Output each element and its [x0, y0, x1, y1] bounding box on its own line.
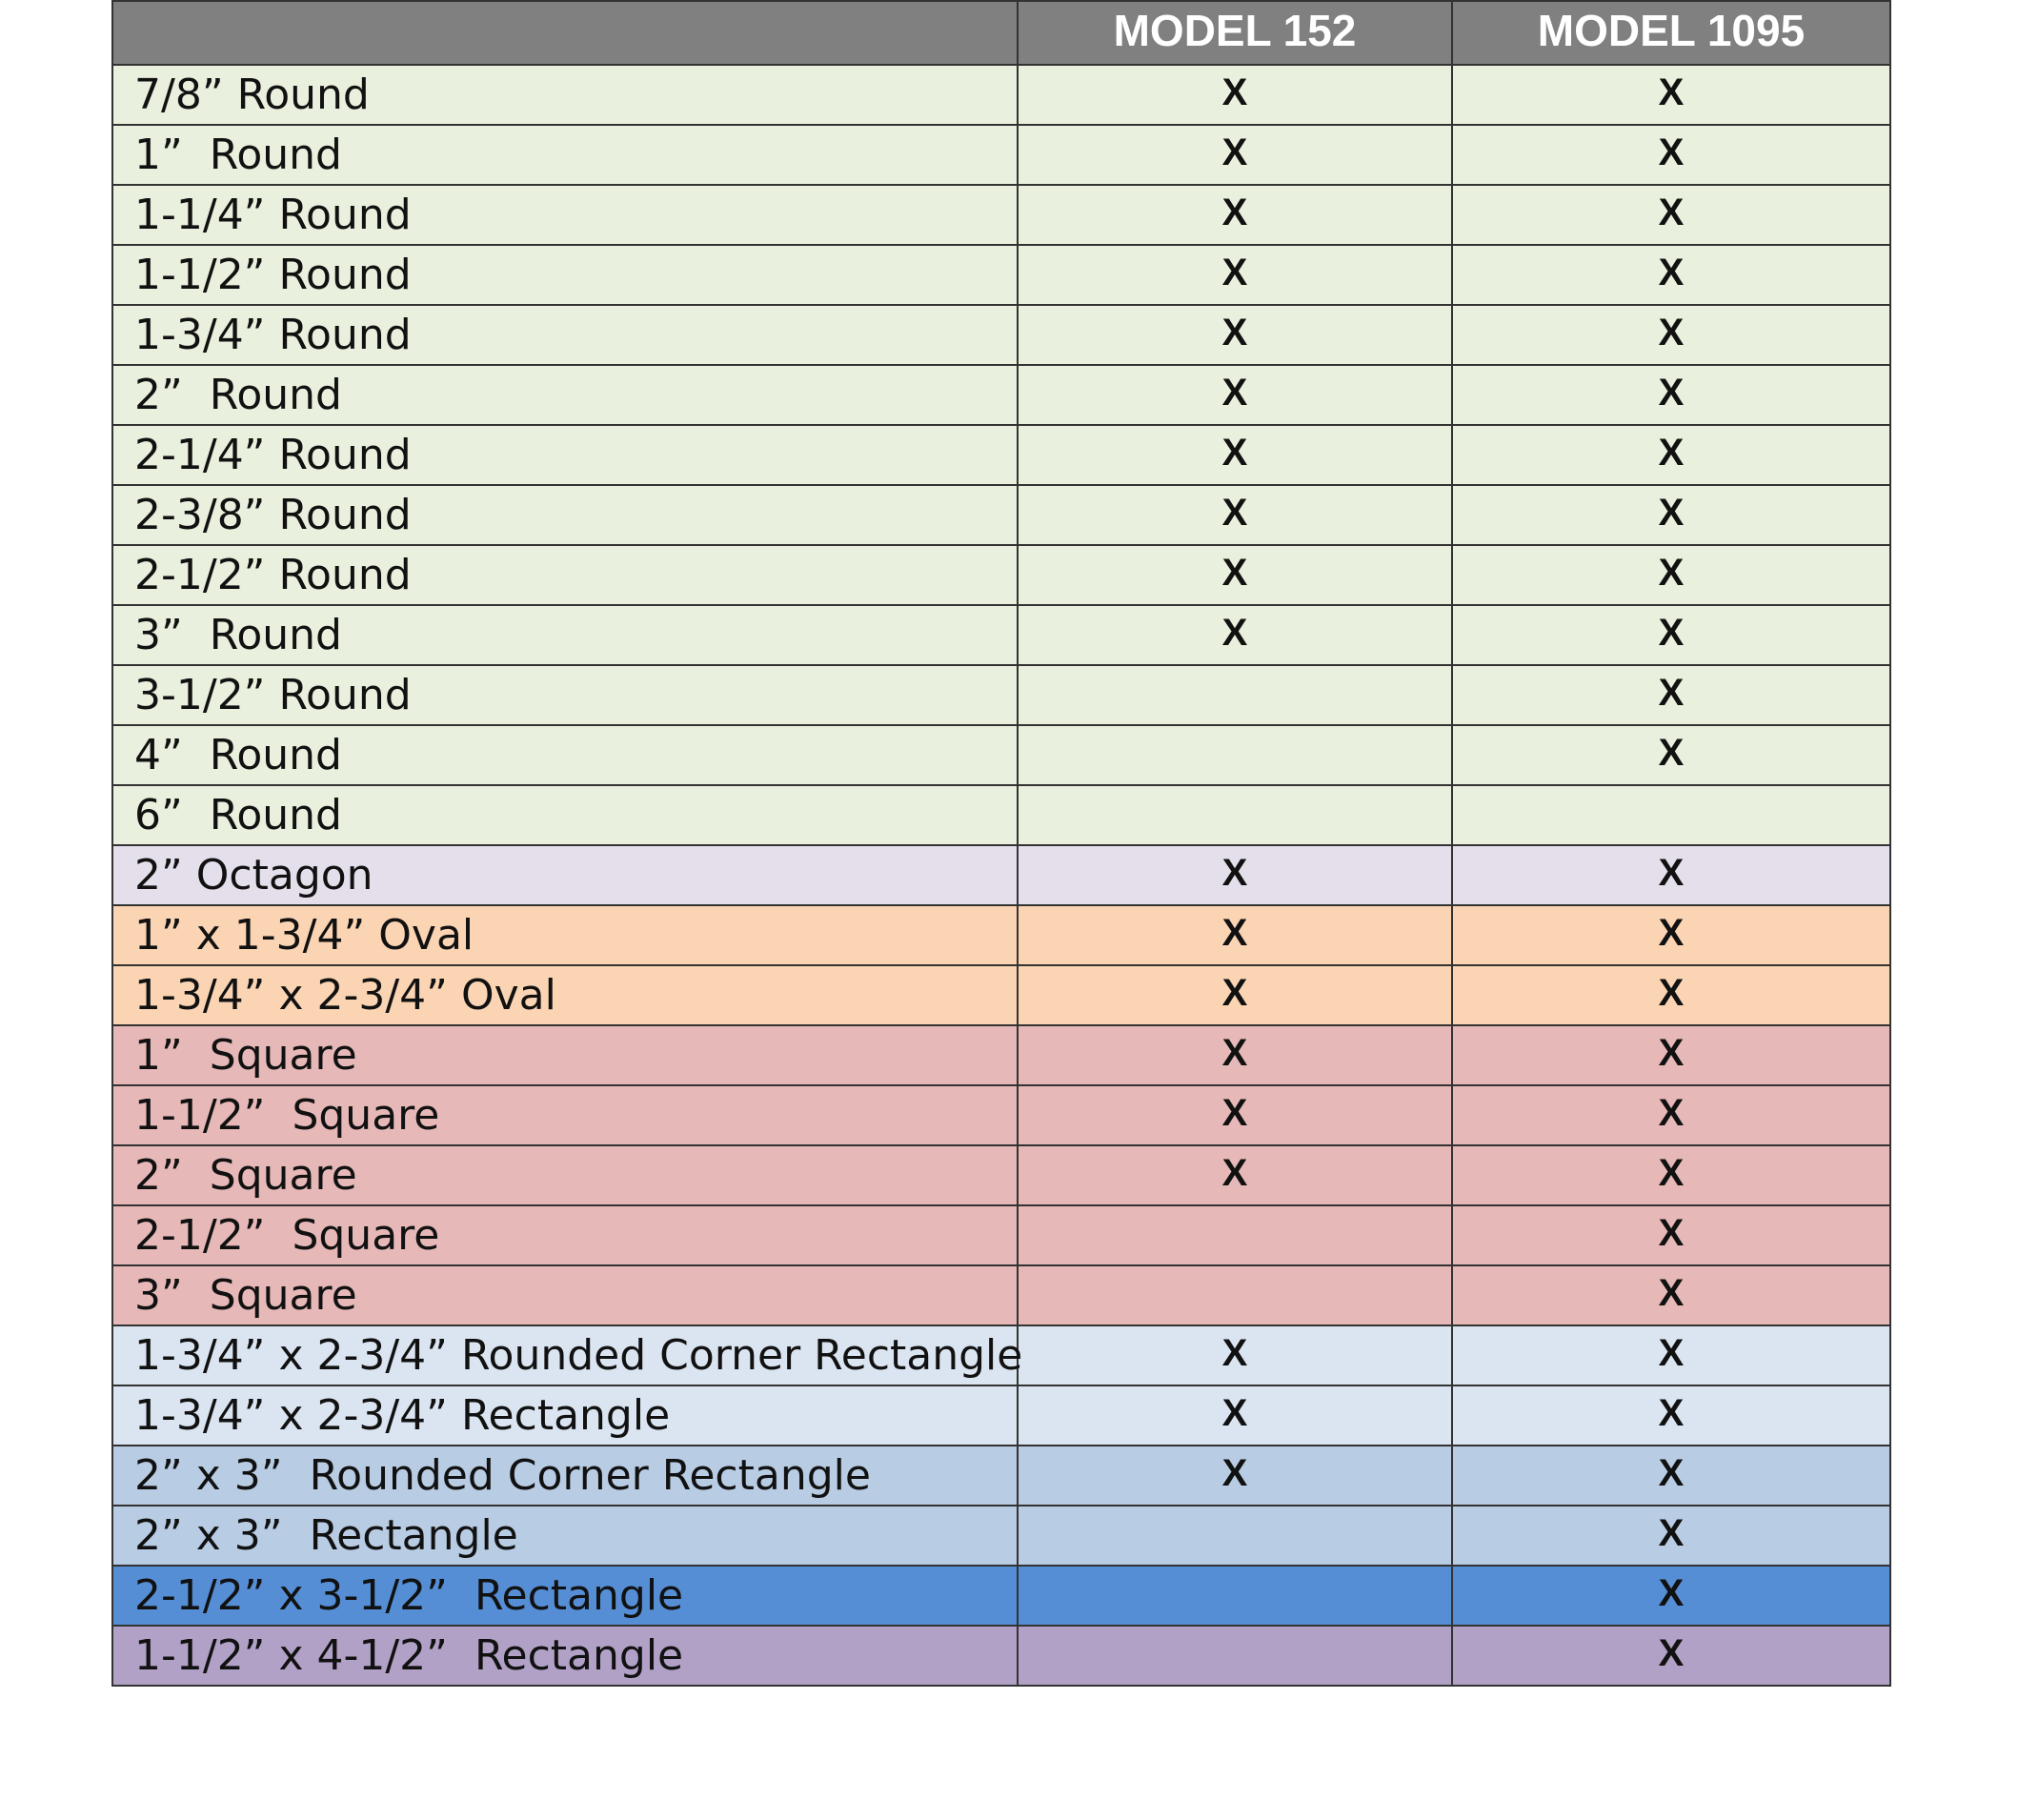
model-1095-mark: X [1452, 965, 1890, 1025]
model-1095-mark: X [1452, 1085, 1890, 1145]
model-1095-mark: X [1452, 485, 1890, 545]
model-152-mark [1018, 1626, 1452, 1686]
model-152-mark: X [1018, 1385, 1452, 1446]
shape-label: 7/8” Round [112, 65, 1018, 125]
shape-label: 4” Round [112, 725, 1018, 785]
model-1095-mark: X [1452, 425, 1890, 485]
model-152-mark [1018, 1205, 1452, 1265]
shape-label: 6” Round [112, 785, 1018, 845]
shape-label: 2” x 3” Rounded Corner Rectangle [112, 1446, 1018, 1506]
shape-label: 1-3/4” Round [112, 305, 1018, 365]
table-row [112, 125, 1890, 185]
model-1095-mark: X [1452, 1626, 1890, 1686]
model-152-mark [1018, 1265, 1452, 1325]
shape-label: 1” Round [112, 125, 1018, 185]
shape-label: 1-3/4” x 2-3/4” Rounded Corner Rectangle [112, 1325, 1018, 1385]
shape-label: 2-1/2” Square [112, 1205, 1018, 1265]
shape-label: 2-3/8” Round [112, 485, 1018, 545]
table-row [112, 665, 1890, 725]
shape-label: 2” Square [112, 1145, 1018, 1205]
model-1095-mark: X [1452, 905, 1890, 965]
model-152-mark: X [1018, 845, 1452, 905]
shape-label: 3” Round [112, 605, 1018, 665]
model-152-mark: X [1018, 1145, 1452, 1205]
shape-label: 1-1/2” Round [112, 245, 1018, 305]
model-152-mark: X [1018, 905, 1452, 965]
table-row [112, 1145, 1890, 1205]
table-row [112, 305, 1890, 365]
model-152-mark: X [1018, 1025, 1452, 1085]
model-1095-mark: X [1452, 125, 1890, 185]
model-1095-mark: X [1452, 545, 1890, 605]
shape-label: 2” Octagon [112, 845, 1018, 905]
shape-label: 2-1/2” Round [112, 545, 1018, 605]
model-152-mark [1018, 1506, 1452, 1566]
shape-label: 2” Round [112, 365, 1018, 425]
model-1095-mark: X [1452, 665, 1890, 725]
shape-label: 1-3/4” x 2-3/4” Rectangle [112, 1385, 1018, 1446]
table-row [112, 365, 1890, 425]
model-1095-mark: X [1452, 305, 1890, 365]
model-152-mark: X [1018, 965, 1452, 1025]
header-model-1095: MODEL 1095 [1452, 1, 1890, 65]
table-row [112, 905, 1890, 965]
model-1095-mark: X [1452, 605, 1890, 665]
table-row [112, 485, 1890, 545]
model-152-mark: X [1018, 1325, 1452, 1385]
shape-label: 1-3/4” x 2-3/4” Oval [112, 965, 1018, 1025]
model-152-mark: X [1018, 125, 1452, 185]
shape-compatibility-table [111, 0, 1891, 1687]
shape-label: 1” Square [112, 1025, 1018, 1085]
table-row [112, 1506, 1890, 1566]
shape-label: 3-1/2” Round [112, 665, 1018, 725]
model-1095-mark [1452, 785, 1890, 845]
model-1095-mark: X [1452, 1566, 1890, 1626]
shape-label: 1” x 1-3/4” Oval [112, 905, 1018, 965]
model-152-mark: X [1018, 1446, 1452, 1506]
model-1095-mark: X [1452, 1265, 1890, 1325]
header-model-152: MODEL 152 [1018, 1, 1452, 65]
table-row [112, 1265, 1890, 1325]
table-row [112, 1446, 1890, 1506]
shape-label: 1-1/4” Round [112, 185, 1018, 245]
model-1095-mark: X [1452, 365, 1890, 425]
table-row [112, 1025, 1890, 1085]
model-1095-mark: X [1452, 245, 1890, 305]
table-row [112, 425, 1890, 485]
model-152-mark [1018, 785, 1452, 845]
model-152-mark: X [1018, 1085, 1452, 1145]
model-1095-mark: X [1452, 845, 1890, 905]
model-1095-mark: X [1452, 1385, 1890, 1446]
model-1095-mark: X [1452, 185, 1890, 245]
shape-label: 3” Square [112, 1265, 1018, 1325]
model-152-mark [1018, 1566, 1452, 1626]
table-row [112, 605, 1890, 665]
model-1095-mark: X [1452, 1205, 1890, 1265]
table-row [112, 545, 1890, 605]
header-shape [112, 1, 1018, 65]
table-row [112, 725, 1890, 785]
model-1095-mark: X [1452, 1506, 1890, 1566]
model-152-mark: X [1018, 545, 1452, 605]
table-row [112, 845, 1890, 905]
model-1095-mark: X [1452, 65, 1890, 125]
shape-label: 1-1/2” x 4-1/2” Rectangle [112, 1626, 1018, 1686]
model-152-mark: X [1018, 185, 1452, 245]
table-row [112, 65, 1890, 125]
model-152-mark: X [1018, 605, 1452, 665]
shape-label: 2” x 3” Rectangle [112, 1506, 1018, 1566]
model-152-mark [1018, 665, 1452, 725]
table-row [112, 1566, 1890, 1626]
table-row [112, 1085, 1890, 1145]
model-1095-mark: X [1452, 1446, 1890, 1506]
shape-label: 2-1/2” x 3-1/2” Rectangle [112, 1566, 1018, 1626]
model-1095-mark: X [1452, 1025, 1890, 1085]
table-row [112, 185, 1890, 245]
model-152-mark: X [1018, 365, 1452, 425]
table-row [112, 785, 1890, 845]
table-row [112, 1205, 1890, 1265]
model-1095-mark: X [1452, 1145, 1890, 1205]
model-152-mark: X [1018, 245, 1452, 305]
shape-label: 1-1/2” Square [112, 1085, 1018, 1145]
table-row [112, 245, 1890, 305]
model-1095-mark: X [1452, 725, 1890, 785]
model-152-mark: X [1018, 305, 1452, 365]
model-152-mark [1018, 725, 1452, 785]
table-row [112, 1385, 1890, 1446]
model-152-mark: X [1018, 425, 1452, 485]
model-1095-mark: X [1452, 1325, 1890, 1385]
shape-label: 2-1/4” Round [112, 425, 1018, 485]
table-row [112, 965, 1890, 1025]
table-row [112, 1325, 1890, 1385]
header-row [112, 1, 1890, 65]
model-152-mark: X [1018, 485, 1452, 545]
table-row [112, 1626, 1890, 1686]
model-152-mark: X [1018, 65, 1452, 125]
